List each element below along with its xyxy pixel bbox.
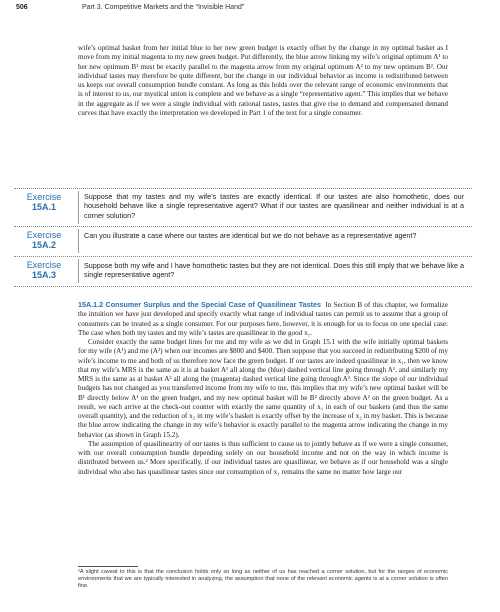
exercise-number: 15A.2 (31, 240, 57, 250)
page-number: 506 (16, 4, 28, 11)
exercise-word: Exercise (26, 230, 62, 240)
exercise-vertical-rule (78, 191, 79, 224)
section-paragraph-3: The assumption of quasilinearity of our tastes is thus sufficient to cause us to jointly behave as if we were a single consumer, with our overall consumption bundle depending solely on our household income and not on the way in which income is distributed between us.² More specifically, if our individual tastes are quasilinear, we behave as if our household was a single individual who also has quasilinear tastes since our consumption of x₁ remains the same no matter how large our (78, 439, 448, 476)
exercise-number: 15A.3 (31, 270, 57, 280)
exercise-text-15a3: Suppose both my wife and I have homothetic tastes but they are not identical. Does this still imply that we behave like a single representative agent? (84, 261, 464, 280)
footnote-rule (78, 566, 138, 567)
exercise-divider (14, 286, 472, 287)
exercise-divider (14, 256, 472, 257)
exercise-vertical-rule (78, 229, 79, 253)
exercise-divider (14, 226, 472, 227)
section-heading: 15A.1.2 Consumer Surplus and the Special Case of Quasilinear Tastes (78, 300, 322, 309)
running-head: Part 3. Competitive Markets and the “Invisible Hand” (82, 4, 245, 11)
section-paragraph-2: Consider exactly the same budget lines for me and my wife as we did in Graph 15.1 with the wife initially optimal baskets for my wife (A¹) and me (A²) when our incomes are $800 and $400. Then suppose that you succeed in redistributing $200 of my wife’s income to me and both of us therefore now face the green budget. If our tastes are indeed quasilinear in x₁, then we know that my wife’s MRS is the same as it is at basket A¹ all along the (blue) dashed vertical line going through A¹, and similarly my MRS is the same as at basket A² all along the (magenta) dashed vertical line going through A². Since the slope of our individual budgets has not changed as you transferred income from my wife to me, this implies that my wife’s new optimal basket will be B¹ directly below A¹ on the green budget, and my new optimal basket will be B² directly above A² on the green budget. As a result, we each arrive at the check-out counter with exactly the same quantity of x₁ in each of our baskets (and thus the same overall quantity), and the reduction of x₂ in my wife’s basket is exactly offset by the increase of x₂ in my basket. This is because the blue arrow indicating the change in my wife’s behavior is exactly parallel to the magenta arrow indicating the change in my behavior (as shown in Graph 15.2). (78, 338, 448, 439)
footnote: ²A slight caveat to this is that the conclusion holds only so long as neither of us has reached a corner solution, but for the ranges of economic environments that we are typically interested in analyzing, the assumption that none of the relevant economic agents is at a corner solution is often fine. (78, 569, 448, 589)
exercise-divider (14, 188, 472, 189)
section-paragraph-1 (78, 300, 448, 338)
section-15a12 (78, 300, 448, 477)
exercise-label-15a1 (14, 192, 74, 212)
exercise-word: Exercise (26, 192, 62, 202)
page-header (0, 0, 500, 16)
intro-paragraph: wife’s optimal basket from her initial blue to her new green budget is exactly offset by the change in my optimal basket as I move from my initial magenta to my new green budget. Put differently, the blue arrow linking my wife’s original optimum A¹ to her new optimum B¹ must be exactly parallel to the magenta arrow from my original optimum A² to my new optimum B². Our individual tastes may therefore be quite different, but the change in our individual behavior as income is redistributed between us keeps our overall consumption bundle constant. As long as this holds over the relevant range of economic environments that is of interest to us, our mystical union is complete and we behave as a single “representative agent.” This implies that we behave in the aggregate as if we were a single individual with rational tastes, tastes that give rise to demand and compensated demand curves that have exactly the interpretation we developed in Part 1 of the text for a single consumer. (78, 44, 448, 117)
exercise-word: Exercise (26, 260, 62, 270)
exercise-text-15a1: Suppose that my tastes and my wife’s tastes are exactly identical. If our tastes are also homothetic, does our household behave like a single representative agent? What if our tastes are quasilinear and neither individual is at a corner solution? (84, 192, 464, 220)
exercise-label-15a3 (14, 260, 74, 280)
section-paragraph-1-text: In Section B of this chapter, we formalize the intuition we have just developed and specify exactly what range of individual tastes can permit us to assume that a group of consumers can be treated as a single consumer. For our purposes here, however, it is enough for us to focus on one special case: The case when both my tastes and my wife’s tastes are quasilinear in the good x₁. (78, 301, 448, 337)
exercise-vertical-rule (78, 259, 79, 283)
exercise-number: 15A.1 (31, 202, 57, 212)
exercise-label-15a2 (14, 230, 74, 250)
exercise-text-15a2: Can you illustrate a case where our tastes are identical but we do not behave as a representative agent? (84, 231, 417, 240)
